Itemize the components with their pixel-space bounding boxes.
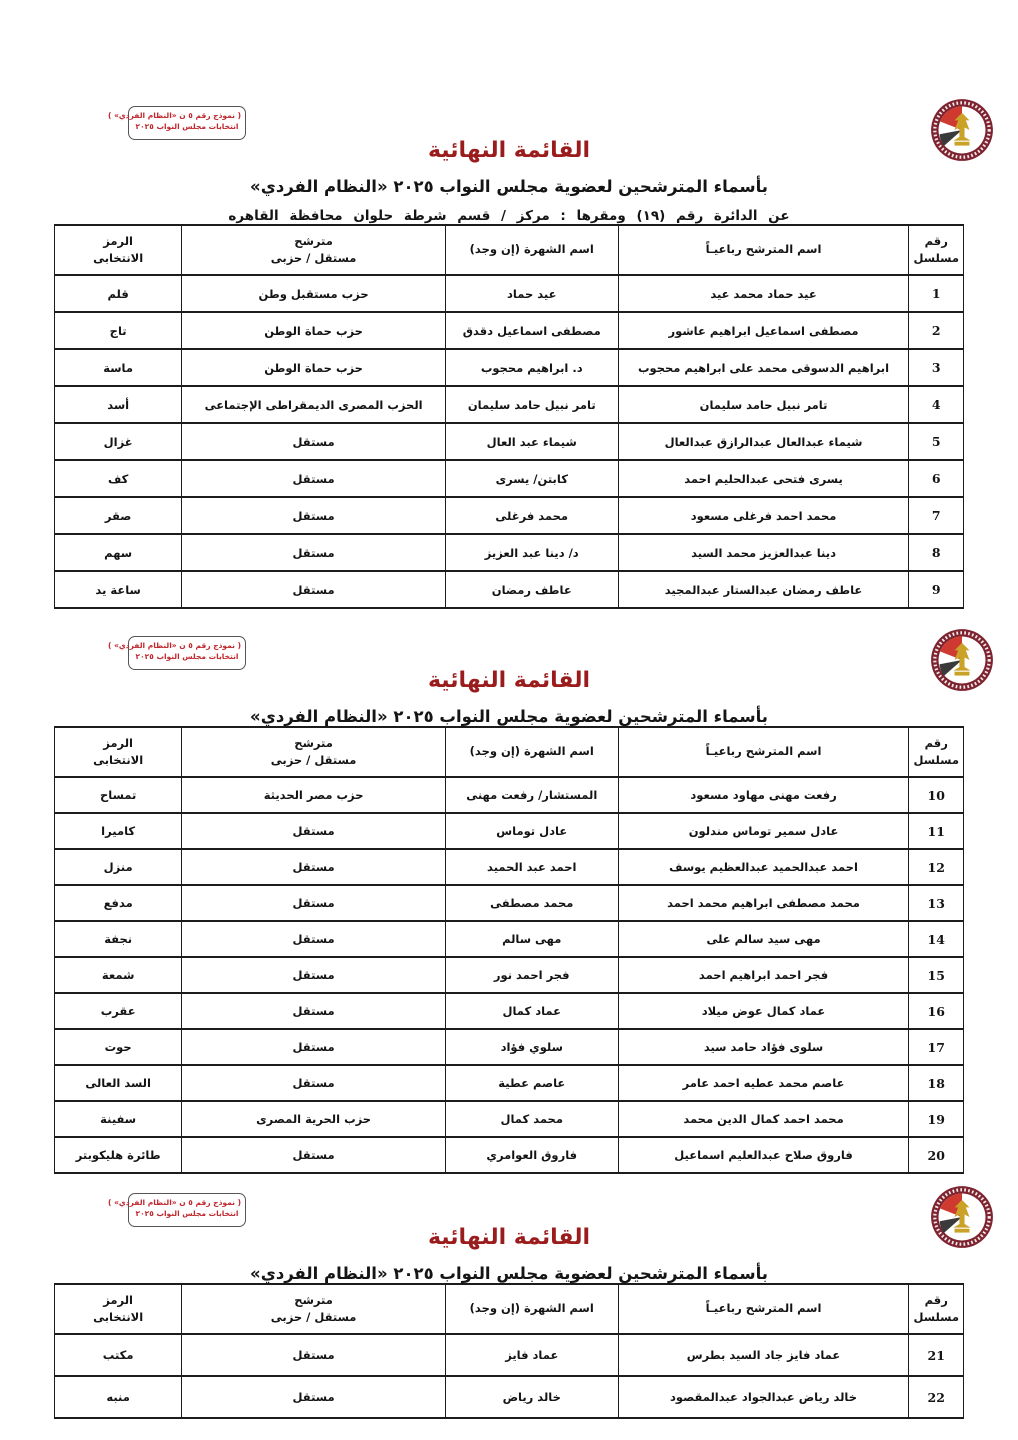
cell-serial: 7 <box>909 497 964 534</box>
cell-symbol: صقر <box>55 497 182 534</box>
cell-fame: خالد رياض <box>445 1376 618 1418</box>
cell-serial: 16 <box>909 993 964 1029</box>
cell-party: حزب مصر الحديثة <box>182 777 446 813</box>
final-list-title: القائمة النهائية <box>427 1225 591 1250</box>
cell-serial: 3 <box>909 349 964 386</box>
cell-name: دينا عبدالعزيز محمد السيد <box>618 534 909 571</box>
cell-serial: 11 <box>909 813 964 849</box>
cell-serial: 22 <box>909 1376 964 1418</box>
cell-fame: مصطفى اسماعيل دقدق <box>445 312 618 349</box>
cell-symbol: مدفع <box>55 885 182 921</box>
cell-serial: 19 <box>909 1101 964 1137</box>
cell-party: حزب مستقبل وطن <box>182 275 446 312</box>
cell-party: مستقل <box>182 1065 446 1101</box>
table-row <box>55 921 964 957</box>
district-info-line: عن الدائرة رقم (١٩) ومقرها : مركز / قسم شرطة حلوان محافظة القاهره <box>228 208 790 224</box>
cell-name: عماد فايز جاد السيد بطرس <box>618 1334 909 1376</box>
cell-name: سلوى فؤاد حامد سيد <box>618 1029 909 1065</box>
table-row <box>55 571 964 608</box>
table-row <box>55 1137 964 1173</box>
cell-serial: 13 <box>909 885 964 921</box>
cell-name: احمد عبدالحميد عبدالعظيم يوسف <box>618 849 909 885</box>
cell-fame: المستشار/ رفعت مهنى <box>445 777 618 813</box>
cell-symbol: تمساح <box>55 777 182 813</box>
list-subtitle: بأسماء المترشحين لعضوية مجلس النواب ٢٠٢٥ «النظام الفردي» <box>250 177 768 196</box>
cell-name: محمد احمد كمال الدين محمد <box>618 1101 909 1137</box>
cell-party: الحزب المصرى الديمقراطى الإجتماعى <box>182 386 446 423</box>
cell-serial: 2 <box>909 312 964 349</box>
cell-fame: كابتن/ يسرى <box>445 460 618 497</box>
table-row <box>55 460 964 497</box>
cell-symbol: مكتب <box>55 1334 182 1376</box>
cell-symbol: كف <box>55 460 182 497</box>
cell-name: شيماء عبدالعال عبدالرازق عبدالعال <box>618 423 909 460</box>
list-subtitle: بأسماء المترشحين لعضوية مجلس النواب ٢٠٢٥ «النظام الفردي» <box>250 707 768 726</box>
final-list-title: القائمة النهائية <box>427 668 591 693</box>
cell-symbol: حوت <box>55 1029 182 1065</box>
cell-name: عيد حماد محمد عيد <box>618 275 909 312</box>
cell-symbol: السد العالى <box>55 1065 182 1101</box>
header-candidate-name: اسم المترشح رباعيـاً <box>618 225 909 275</box>
cell-symbol: سفينة <box>55 1101 182 1137</box>
cell-fame: د/ دينا عبد العزيز <box>445 534 618 571</box>
header-serial: رقم مسلسل <box>909 727 964 777</box>
form-number-stamp <box>108 636 246 670</box>
cell-party: مستقل <box>182 534 446 571</box>
cell-party: مستقل <box>182 993 446 1029</box>
cell-name: عماد كمال عوض ميلاد <box>618 993 909 1029</box>
form-number-stamp <box>108 106 246 140</box>
cell-serial: 17 <box>909 1029 964 1065</box>
table-row <box>55 275 964 312</box>
header-party: مترشح مستقل / حزبى <box>182 727 446 777</box>
table-row <box>55 813 964 849</box>
cell-name: تامر نبيل حامد سليمان <box>618 386 909 423</box>
national-elections-authority-seal-icon <box>930 628 994 692</box>
stamp-line-2: انتخابات مجلس النواب ٢٠٢٥ <box>135 1209 239 1219</box>
cell-symbol: طائرة هليكوبتر <box>55 1137 182 1173</box>
header-electoral-symbol: الرمز الانتخابى <box>55 1284 182 1334</box>
cell-symbol: ساعة يد <box>55 571 182 608</box>
stamp-line-2: انتخابات مجلس النواب ٢٠٢٥ <box>135 122 239 132</box>
cell-serial: 8 <box>909 534 964 571</box>
cell-party: مستقل <box>182 849 446 885</box>
cell-serial: 9 <box>909 571 964 608</box>
cell-party: حزب الحرية المصرى <box>182 1101 446 1137</box>
cell-fame: محمد مصطفى <box>445 885 618 921</box>
cell-fame: تامر نبيل حامد سليمان <box>445 386 618 423</box>
cell-name: فجر احمد ابراهيم احمد <box>618 957 909 993</box>
cell-serial: 14 <box>909 921 964 957</box>
cell-symbol: أسد <box>55 386 182 423</box>
cell-name: مهى سيد سالم على <box>618 921 909 957</box>
cell-party: مستقل <box>182 885 446 921</box>
cell-symbol: منزل <box>55 849 182 885</box>
table-row <box>55 1101 964 1137</box>
header-electoral-symbol: الرمز الانتخابى <box>55 225 182 275</box>
cell-fame: عماد فايز <box>445 1334 618 1376</box>
cell-symbol: غزال <box>55 423 182 460</box>
cell-fame: محمد فرغلى <box>445 497 618 534</box>
cell-serial: 20 <box>909 1137 964 1173</box>
table-row <box>55 386 964 423</box>
table-row <box>55 885 964 921</box>
cell-serial: 4 <box>909 386 964 423</box>
final-list-title: القائمة النهائية <box>427 138 591 163</box>
table-row <box>55 1029 964 1065</box>
table-row <box>55 777 964 813</box>
table-row <box>55 349 964 386</box>
cell-name: خالد رياض عبدالجواد عبدالمقصود <box>618 1376 909 1418</box>
cell-serial: 18 <box>909 1065 964 1101</box>
cell-symbol: ماسة <box>55 349 182 386</box>
cell-fame: عادل توماس <box>445 813 618 849</box>
cell-party: مستقل <box>182 1334 446 1376</box>
cell-symbol: قلم <box>55 275 182 312</box>
header-candidate-name: اسم المترشح رباعيـاً <box>618 1284 909 1334</box>
cell-serial: 1 <box>909 275 964 312</box>
cell-fame: عماد كمال <box>445 993 618 1029</box>
stamp-line-1: ( نموذج رقم ٥ ن «النظام الفردي» ) <box>108 641 241 650</box>
cell-fame: فجر احمد نور <box>445 957 618 993</box>
cell-fame: عيد حماد <box>445 275 618 312</box>
section-district-list-1 <box>0 96 1018 609</box>
cell-serial: 6 <box>909 460 964 497</box>
header-party: مترشح مستقل / حزبى <box>182 1284 446 1334</box>
table-header-row <box>55 225 964 275</box>
cell-party: مستقل <box>182 423 446 460</box>
table-row <box>55 1376 964 1418</box>
header-serial: رقم مسلسل <box>909 1284 964 1334</box>
cell-symbol: عقرب <box>55 993 182 1029</box>
header-fame-name: اسم الشهرة (إن وجد) <box>445 1284 618 1334</box>
candidates-table-1 <box>54 224 964 609</box>
cell-symbol: سهم <box>55 534 182 571</box>
cell-symbol: نجفة <box>55 921 182 957</box>
table-row <box>55 1065 964 1101</box>
cell-symbol: كاميرا <box>55 813 182 849</box>
cell-name: ابراهيم الدسوقى محمد على ابراهيم محجوب <box>618 349 909 386</box>
national-elections-authority-seal-icon <box>930 98 994 162</box>
cell-name: فاروق صلاح عبدالعليم اسماعيل <box>618 1137 909 1173</box>
cell-name: يسرى فتحى عبدالحليم احمد <box>618 460 909 497</box>
cell-fame: احمد عبد الحميد <box>445 849 618 885</box>
header-serial: رقم مسلسل <box>909 225 964 275</box>
candidates-table-2 <box>54 726 964 1174</box>
cell-party: مستقل <box>182 957 446 993</box>
cell-fame: د. ابراهيم محجوب <box>445 349 618 386</box>
header-candidate-name: اسم المترشح رباعيـاً <box>618 727 909 777</box>
header-electoral-symbol: الرمز الانتخابى <box>55 727 182 777</box>
table-row <box>55 497 964 534</box>
table-row <box>55 423 964 460</box>
cell-name: محمد احمد فرغلى مسعود <box>618 497 909 534</box>
national-elections-authority-seal-icon <box>930 1185 994 1249</box>
cell-serial: 10 <box>909 777 964 813</box>
cell-fame: عاطف رمضان <box>445 571 618 608</box>
cell-fame: محمد كمال <box>445 1101 618 1137</box>
cell-fame: سلوي فؤاد <box>445 1029 618 1065</box>
cell-party: مستقل <box>182 1137 446 1173</box>
cell-serial: 21 <box>909 1334 964 1376</box>
cell-party: مستقل <box>182 571 446 608</box>
table-header-row <box>55 727 964 777</box>
table-header-row <box>55 1284 964 1334</box>
cell-serial: 5 <box>909 423 964 460</box>
cell-party: مستقل <box>182 460 446 497</box>
cell-fame: مهى سالم <box>445 921 618 957</box>
cell-name: عادل سمير توماس مندلون <box>618 813 909 849</box>
stamp-line-1: ( نموذج رقم ٥ ن «النظام الفردي» ) <box>108 111 241 120</box>
cell-serial: 12 <box>909 849 964 885</box>
stamp-line-1: ( نموذج رقم ٥ ن «النظام الفردي» ) <box>108 1198 241 1207</box>
header-party: مترشح مستقل / حزبى <box>182 225 446 275</box>
stamp-line-2: انتخابات مجلس النواب ٢٠٢٥ <box>135 652 239 662</box>
cell-fame: شيماء عبد العال <box>445 423 618 460</box>
cell-party: حزب حماة الوطن <box>182 349 446 386</box>
cell-party: مستقل <box>182 813 446 849</box>
cell-party: مستقل <box>182 497 446 534</box>
cell-fame: فاروق العوامري <box>445 1137 618 1173</box>
table-row <box>55 849 964 885</box>
cell-party: حزب حماة الوطن <box>182 312 446 349</box>
cell-party: مستقل <box>182 1376 446 1418</box>
cell-name: رفعت مهنى مهاود مسعود <box>618 777 909 813</box>
section-district-list-2 <box>0 626 1018 1174</box>
cell-symbol: تاج <box>55 312 182 349</box>
cell-name: مصطفى اسماعيل ابراهيم عاشور <box>618 312 909 349</box>
table-row <box>55 993 964 1029</box>
table-row <box>55 957 964 993</box>
cell-party: مستقل <box>182 921 446 957</box>
cell-fame: عاصم عطية <box>445 1065 618 1101</box>
header-fame-name: اسم الشهرة (إن وجد) <box>445 225 618 275</box>
cell-name: محمد مصطفى ابراهيم محمد احمد <box>618 885 909 921</box>
table-row <box>55 312 964 349</box>
section-district-list-3 <box>0 1183 1018 1419</box>
cell-name: عاصم محمد عطيه احمد عامر <box>618 1065 909 1101</box>
table-row <box>55 1334 964 1376</box>
cell-symbol: شمعة <box>55 957 182 993</box>
table-row <box>55 534 964 571</box>
candidates-table-3 <box>54 1283 964 1419</box>
form-number-stamp <box>108 1193 246 1227</box>
cell-party: مستقل <box>182 1029 446 1065</box>
cell-symbol: منبه <box>55 1376 182 1418</box>
cell-serial: 15 <box>909 957 964 993</box>
header-fame-name: اسم الشهرة (إن وجد) <box>445 727 618 777</box>
list-subtitle: بأسماء المترشحين لعضوية مجلس النواب ٢٠٢٥ «النظام الفردي» <box>250 1264 768 1283</box>
cell-name: عاطف رمضان عبدالستار عبدالمجيد <box>618 571 909 608</box>
